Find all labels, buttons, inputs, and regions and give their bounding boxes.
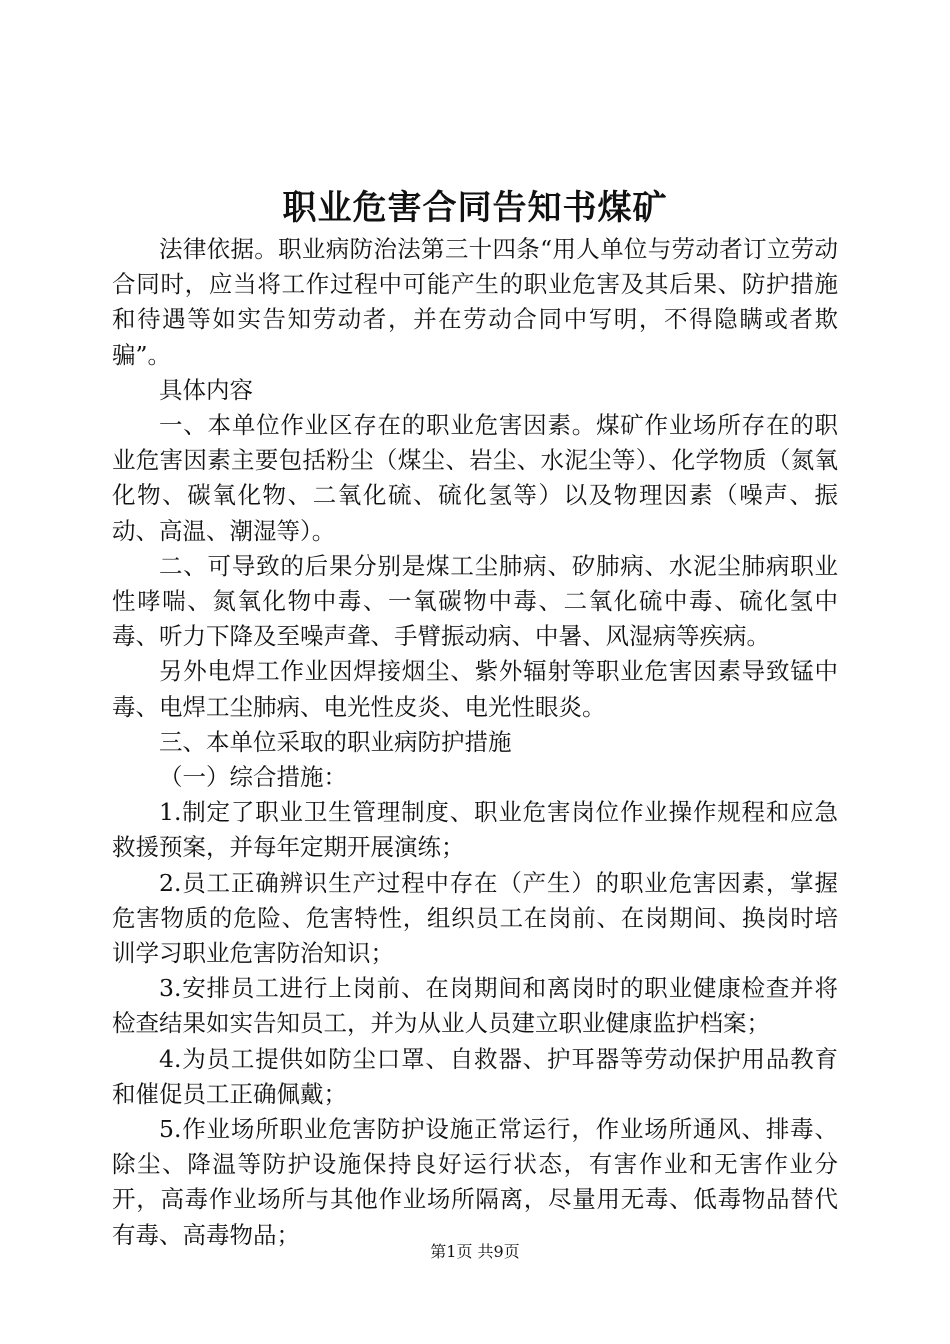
- list-item-measure-1: 1.制定了职业卫生管理制度、职业危害岗位作业操作规程和应急救援预案，并每年定期开展演练；: [112, 798, 838, 862]
- page-indicator: 第1页 共9页: [430, 1242, 520, 1261]
- list-item-measure-3: 3.安排员工进行上岗前、在岗期间和离岗时的职业健康检查并将检查结果如实告知员工，并为从业人员建立职业健康监护档案；: [112, 974, 838, 1038]
- list-item-measure-4: 4.为员工提供如防尘口罩、自救器、护耳器等劳动保护用品教育和催促员工正确佩戴；: [112, 1044, 838, 1108]
- paragraph-comprehensive-measures-heading: （一）综合措施：: [159, 763, 347, 792]
- paragraph-protection-measures-heading: 三、本单位采取的职业病防护措施: [159, 727, 512, 756]
- paragraph-specific-content-heading: 具体内容: [159, 375, 253, 404]
- document-body: [112, 232, 838, 1253]
- paragraph-hazard-factors: 一、本单位作业区存在的职业危害因素。煤矿作业场所存在的职业危害因素主要包括粉尘（煤尘、岩尘、水泥尘等）、化学物质（氮氧化物、碳氧化物、二氧化硫、硫化氢等）以及物理因素（噪声、振动、高温、潮湿等）。: [112, 411, 838, 545]
- list-item-measure-5: 5.作业场所职业危害防护设施正常运行，作业场所通风、排毒、除尘、降温等防护设施保持良好运行状态，有害作业和无害作业分开，高毒作业场所与其他作业场所隔离，尽量用无毒、低毒物品替代有毒、高毒物品；: [112, 1115, 838, 1249]
- paragraph-welding-hazards: 另外电焊工作业因焊接烟尘、紫外辐射等职业危害因素导致锰中毒、电焊工尘肺病、电光性皮炎、电光性眼炎。: [112, 657, 838, 721]
- paragraph-consequences: 二、可导致的后果分别是煤工尘肺病、矽肺病、水泥尘肺病职业性哮喘、氮氧化物中毒、一氧碳物中毒、二氧化硫中毒、硫化氢中毒、听力下降及至噪声聋、手臂振动病、中暑、风湿病等疾病。: [112, 551, 838, 651]
- document-title: 职业危害合同告知书煤矿: [282, 188, 668, 228]
- list-item-measure-2: 2.员工正确辨识生产过程中存在（产生）的职业危害因素，掌握危害物质的危险、危害特性，组织员工在岗前、在岗期间、换岗时培训学习职业危害防治知识；: [112, 868, 838, 968]
- paragraph-legal-basis: 法律依据。职业病防治法第三十四条“用人单位与劳动者订立劳动合同时，应当将工作过程中可能产生的职业危害及其后果、防护措施和待遇等如实告知劳动者，并在劳动合同中写明，不得隐瞒或者欺骗”。: [112, 235, 838, 369]
